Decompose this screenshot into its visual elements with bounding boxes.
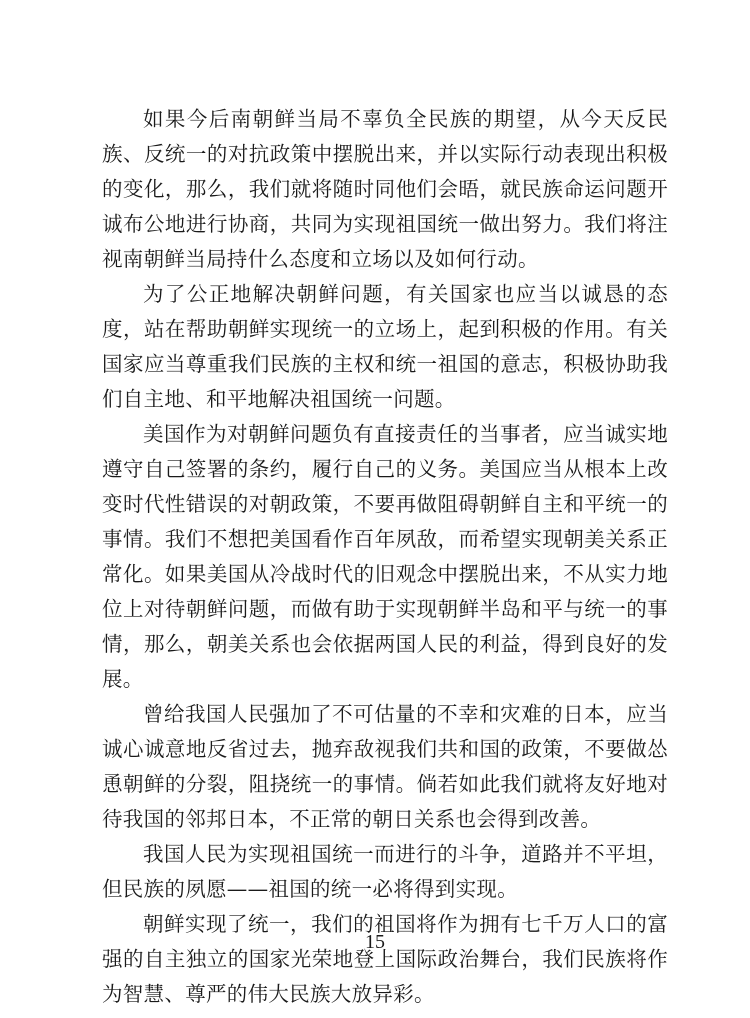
paragraph-4: 曾给我国人民强加了不可估量的不幸和灾难的日本，应当诚心诚意地反省过去，抛弃敌视我们共和国的政策，不要做怂恿朝鲜的分裂，阻挠统一的事情。倘若如此我们就将友好地对待我国的邻邦日本，不正常的朝日关系也会得到改善。 [102,702,668,831]
paragraph-3: 美国作为对朝鲜问题负有直接责任的当事者，应当诚实地遵守自己签署的条约，履行自己的义务。美国应当从根本上改变时代性错误的对朝政策，不要再做阻碍朝鲜自主和平统一的事情。我们不想把美国看作百年夙敌，而希望实现朝美关系正常化。如果美国从冷战时代的旧观念中摆脱出来，不从实力地位上对待朝鲜问题，而做有助于实现朝鲜半岛和平与统一的事情，那么，朝美关系也会依据两国人民的利益，得到良好的发展。 [102,422,668,691]
paragraph-2: 为了公正地解决朝鲜问题，有关国家也应当以诚恳的态度，站在帮助朝鲜实现统一的立场上，起到积极的作用。有关国家应当尊重我们民族的主权和统一祖国的意志，积极协助我们自主地、和平地解决祖国统一问题。 [102,282,668,411]
paragraph-1: 如果今后南朝鲜当局不辜负全民族的期望，从今天反民族、反统一的对抗政策中摆脱出来，并以实际行动表现出积极的变化，那么，我们就将随时同他们会晤，就民族命运问题开诚布公地进行协商，共同为实现祖国统一做出努力。我们将注视南朝鲜当局持什么态度和立场以及如何行动。 [102,107,668,271]
body-text [102,102,668,1012]
page-number: 15 [365,931,385,953]
paragraph-5: 我国人民为实现祖国统一而进行的斗争，道路并不平坦，但民族的夙愿——祖国的统一必将得到实现。 [102,842,668,901]
paragraph-6: 朝鲜实现了统一，我们的祖国将作为拥有七千万人口的富强的自主独立的国家光荣地登上国际政治舞台，我们民族将作为智慧、尊严的伟大民族大放异彩。 [102,912,668,1006]
